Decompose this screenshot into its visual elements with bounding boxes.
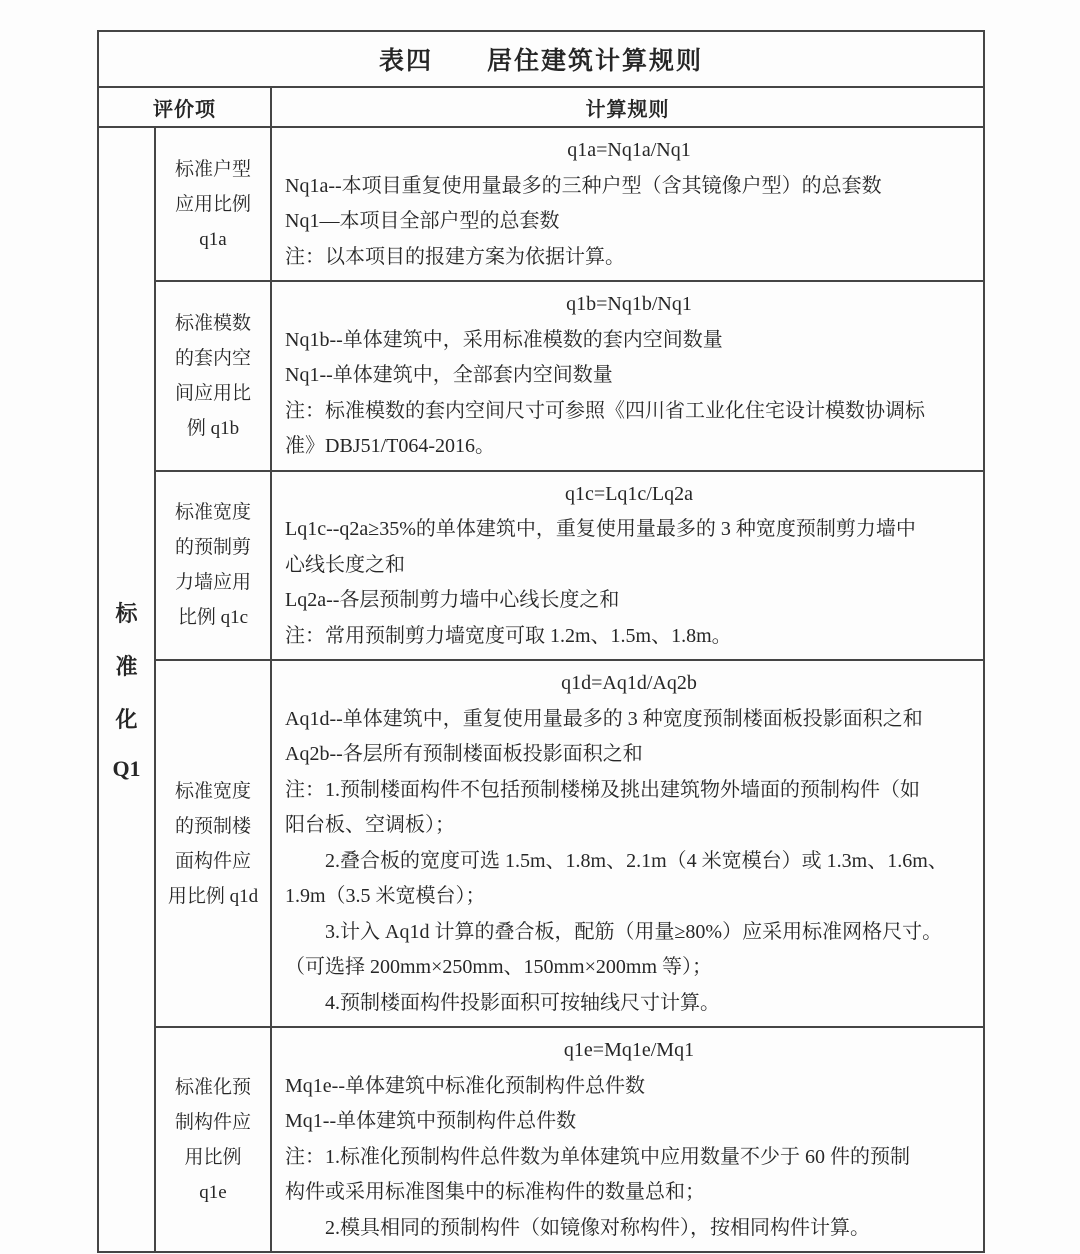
table-header [99,88,983,128]
item-cell-q1c [154,470,270,660]
item-line: 例 q1b [186,417,240,439]
item-line: 标准宽度 [174,502,251,524]
formula-q1b: q1b=Nq1b/Nq1 [566,293,692,315]
rule-line: 构件或采用标准图集中的标准构件的数量总和； [285,1181,705,1203]
item-line: 应用比例 [174,193,251,215]
calculation-rules-table [97,30,985,1253]
item-cell-q1d [154,659,270,1026]
rule-line: Aq1d--单体建筑中，重复使用量最多的 3 种宽度预制楼面板投影面积之和 [285,707,923,730]
item-line: 用比例 [184,1146,242,1168]
header-calculation-rule: 计算规则 [270,88,983,126]
formula-q1c: q1c=Lq1c/Lq2a [565,482,693,505]
rule-line: 2.叠合板的宽度可选 1.5m、1.8m、2.1m（4 米宽模台）或 1.3m、1.6m、 [285,849,948,872]
formula-q1a: q1a=Nq1a/Nq1 [567,139,691,161]
rule-line: 阳台板、空调板）； [285,814,455,836]
item-line: 用比例 q1d [167,885,259,907]
rule-line: Mq1e--单体建筑中标准化预制构件总件数 [285,1074,645,1097]
rule-line: Mq1--单体建筑中预制构件总件数 [285,1110,577,1132]
item-cell-q1e [154,1026,270,1251]
rule-cell-q1c [270,470,983,660]
group-char: Q1 [112,756,141,781]
item-line: 间应用比 [174,382,251,404]
rule-line: 心线长度之和 [285,553,405,576]
rule-line: Aq2b--各层所有预制楼面板投影面积之和 [285,743,643,765]
table-title: 表四 居住建筑计算规则 [99,32,983,88]
rule-line: 注：1.标准化预制构件总件数为单体建筑中应用数量不少于 60 件的预制 [285,1145,910,1168]
item-line: 力墙应用 [174,572,251,594]
rule-cell-q1e [270,1026,983,1251]
rule-line: Lq1c--q2a≥35%的单体建筑中，重复使用量最多的 3 种宽度预制剪力墙中 [285,518,916,540]
rule-line: 注：标准模数的套内空间尺寸可参照《四川省工业化住宅设计模数协调标 [285,399,925,422]
rule-line: Nq1a--本项目重复使用量最多的三种户型（含其镜像户型）的总套数 [285,174,882,197]
item-line: q1e [199,1181,227,1203]
item-line: 比例 q1c [177,607,249,629]
rule-line: Lq2a--各层预制剪力墙中心线长度之和 [285,589,620,611]
rule-cell-q1a [270,128,983,280]
item-line: 制构件应 [174,1111,251,1133]
rule-cell-q1b [270,280,983,470]
rule-line: Nq1--单体建筑中，全部套内空间数量 [285,364,613,386]
group-char: 准 [115,654,138,679]
group-cell-standardization-q1 [99,128,154,1251]
rule-line: 注：常用预制剪力墙宽度可取 1.2m、1.5m、1.8m。 [285,624,732,647]
item-line: 面构件应 [174,850,251,872]
item-line: 的套内空 [174,347,251,369]
item-line: 标准宽度 [174,780,251,802]
formula-q1d: q1d=Aq1d/Aq2b [561,672,697,694]
group-char: 标 [115,601,138,626]
rule-line: （可选择 200mm×250mm、150mm×200mm 等）； [285,956,713,978]
rule-line: 准》DBJ51/T064-2016。 [285,435,495,457]
header-evaluation-item: 评价项 [153,98,216,121]
group-char: 化 [115,707,138,732]
formula-q1e: q1e=Mq1e/Mq1 [563,1039,695,1061]
rule-line: 1.9m（3.5 米宽模台）； [285,885,486,907]
item-line: 标准户型 [174,158,251,180]
rule-line: 注：以本项目的报建方案为依据计算。 [285,245,625,268]
item-line: q1a [199,228,227,250]
item-line: 的预制剪 [174,537,251,559]
rule-line: Nq1b--单体建筑中，采用标准模数的套内空间数量 [285,328,723,351]
item-line: 标准模数 [174,312,251,334]
item-line: 标准化预 [174,1076,251,1098]
rule-line: 2.模具相同的预制构件（如镜像对称构件），按相同构件计算。 [285,1216,870,1239]
rule-line: 注：1.预制楼面构件不包括预制楼梯及挑出建筑物外墙面的预制构件（如 [285,778,920,801]
rule-line: 3.计入 Aq1d 计算的叠合板，配筋（用量≥80%）应采用标准网格尺寸。 [285,920,943,943]
table-body [99,128,983,1251]
rule-line: Nq1—本项目全部户型的总套数 [285,210,560,232]
item-cell-q1b [154,280,270,470]
item-cell-q1a [154,128,270,280]
rule-cell-q1d [270,659,983,1026]
rule-line: 4.预制楼面构件投影面积可按轴线尺寸计算。 [285,991,720,1014]
item-line: 的预制楼 [174,815,251,837]
